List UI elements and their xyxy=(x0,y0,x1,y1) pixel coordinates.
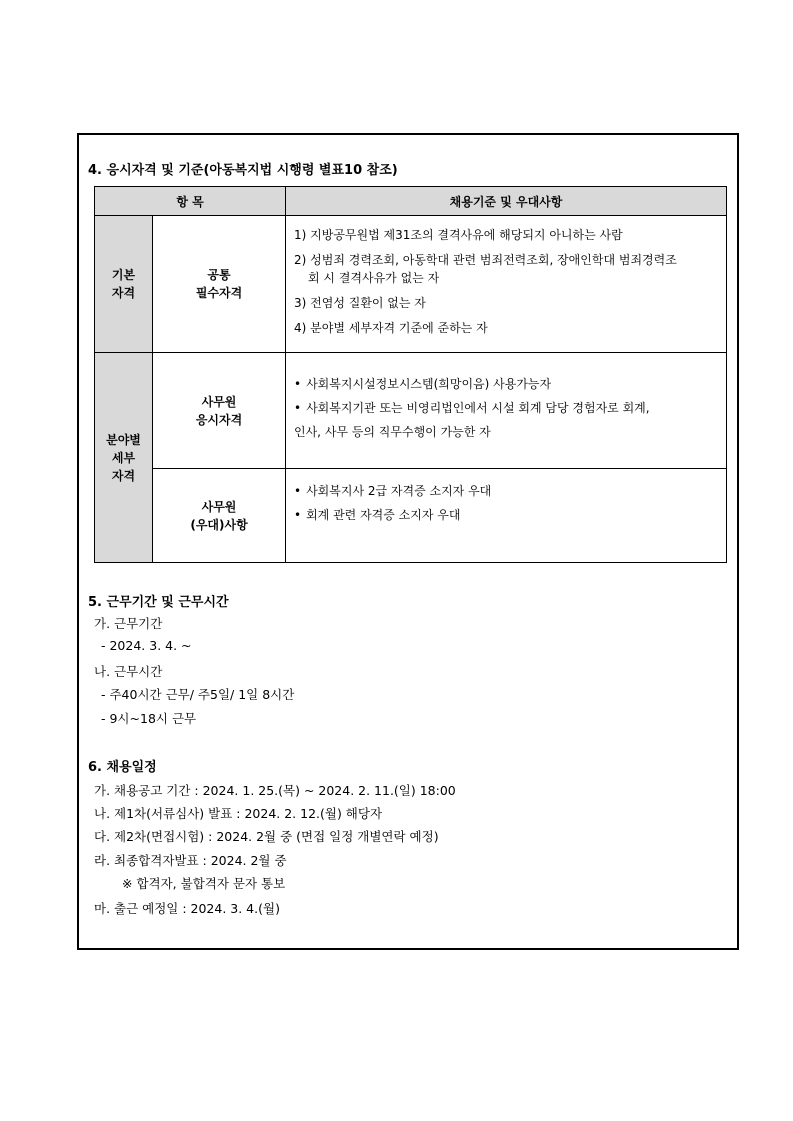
list-item: • 사회복지사 2급 자격증 소지자 우대 xyxy=(294,479,718,503)
detail-row1-criteria-cell xyxy=(286,353,727,469)
list-item: - 주40시간 근무/ 주5일/ 1일 8시간 xyxy=(101,687,295,702)
list-item: 가. 채용공고 기간 : 2024. 1. 25.(목) ~ 2024. 2. 11.(일) 18:00 xyxy=(94,783,456,798)
list-item: - 9시~18시 근무 xyxy=(101,711,197,726)
document-frame xyxy=(77,133,739,950)
list-item: 3) 전염성 질환이 없는 자 xyxy=(294,296,426,310)
list-item: • 사회복지시설정보시스템(희망이음) 사용가능자 xyxy=(294,372,718,396)
list-item: 4) 분야별 세부자격 기준에 준하는 자 xyxy=(294,321,488,335)
table-row-detail-2 xyxy=(95,469,727,563)
basic-criteria-cell xyxy=(286,216,727,353)
qualification-table xyxy=(94,186,727,563)
list-item-continuation: 인사, 사무 등의 직무수행이 가능한 자 xyxy=(294,425,491,439)
list-item: 가. 근무기간 xyxy=(94,616,163,631)
table-row-detail-1 xyxy=(95,353,727,469)
note-item: ※ 합격자, 불합격자 문자 통보 xyxy=(122,876,286,891)
table-row-basic xyxy=(95,216,727,353)
list-item: 마. 출근 예정일 : 2024. 3. 4.(월) xyxy=(94,901,280,916)
detail-group-label: 분야별 세부 자격 xyxy=(95,353,153,563)
section-5-title: 5. 근무기간 및 근무시간 xyxy=(88,595,229,610)
table-header-row xyxy=(95,187,727,216)
list-item: - 2024. 3. 4. ~ xyxy=(101,638,192,653)
basic-group-label: 기본 자격 xyxy=(95,216,153,353)
list-item: 나. 근무시간 xyxy=(94,664,163,679)
header-item: 항 목 xyxy=(95,187,286,216)
list-item: 1) 지방공무원법 제31조의 결격사유에 해당되지 아니하는 사람 xyxy=(294,228,623,242)
list-item: 나. 제1차(서류심사) 발표 : 2024. 2. 12.(월) 해당자 xyxy=(94,806,383,821)
header-criteria: 채용기준 및 우대사항 xyxy=(286,187,727,216)
detail-row2-criteria-cell xyxy=(286,469,727,563)
list-item: • 회계 관련 자격증 소지자 우대 xyxy=(294,503,718,527)
detail-row1-sub-label: 사무원 응시자격 xyxy=(153,353,286,469)
section-6-title: 6. 채용일정 xyxy=(88,760,157,775)
detail-row2-sub-label: 사무원 (우대)사항 xyxy=(153,469,286,563)
list-item: 2) 성범죄 경력조회, 아동학대 관련 범죄전력조회, 장애인학대 범죄경력조 회 시 결격사유가 없는 자 xyxy=(294,253,677,285)
list-item: 다. 제2차(면접시험) : 2024. 2월 중 (면접 일정 개별연락 예정) xyxy=(94,829,439,844)
list-item: 라. 최종합격자발표 : 2024. 2월 중 xyxy=(94,853,287,868)
basic-sub-label: 공통 필수자격 xyxy=(153,216,286,353)
section-4-title: 4. 응시자격 및 기준(아동복지법 시행령 별표10 참조) xyxy=(88,163,398,178)
list-item: • 사회복지기관 또는 비영리법인에서 시설 회계 담당 경험자로 회계, xyxy=(294,396,718,420)
